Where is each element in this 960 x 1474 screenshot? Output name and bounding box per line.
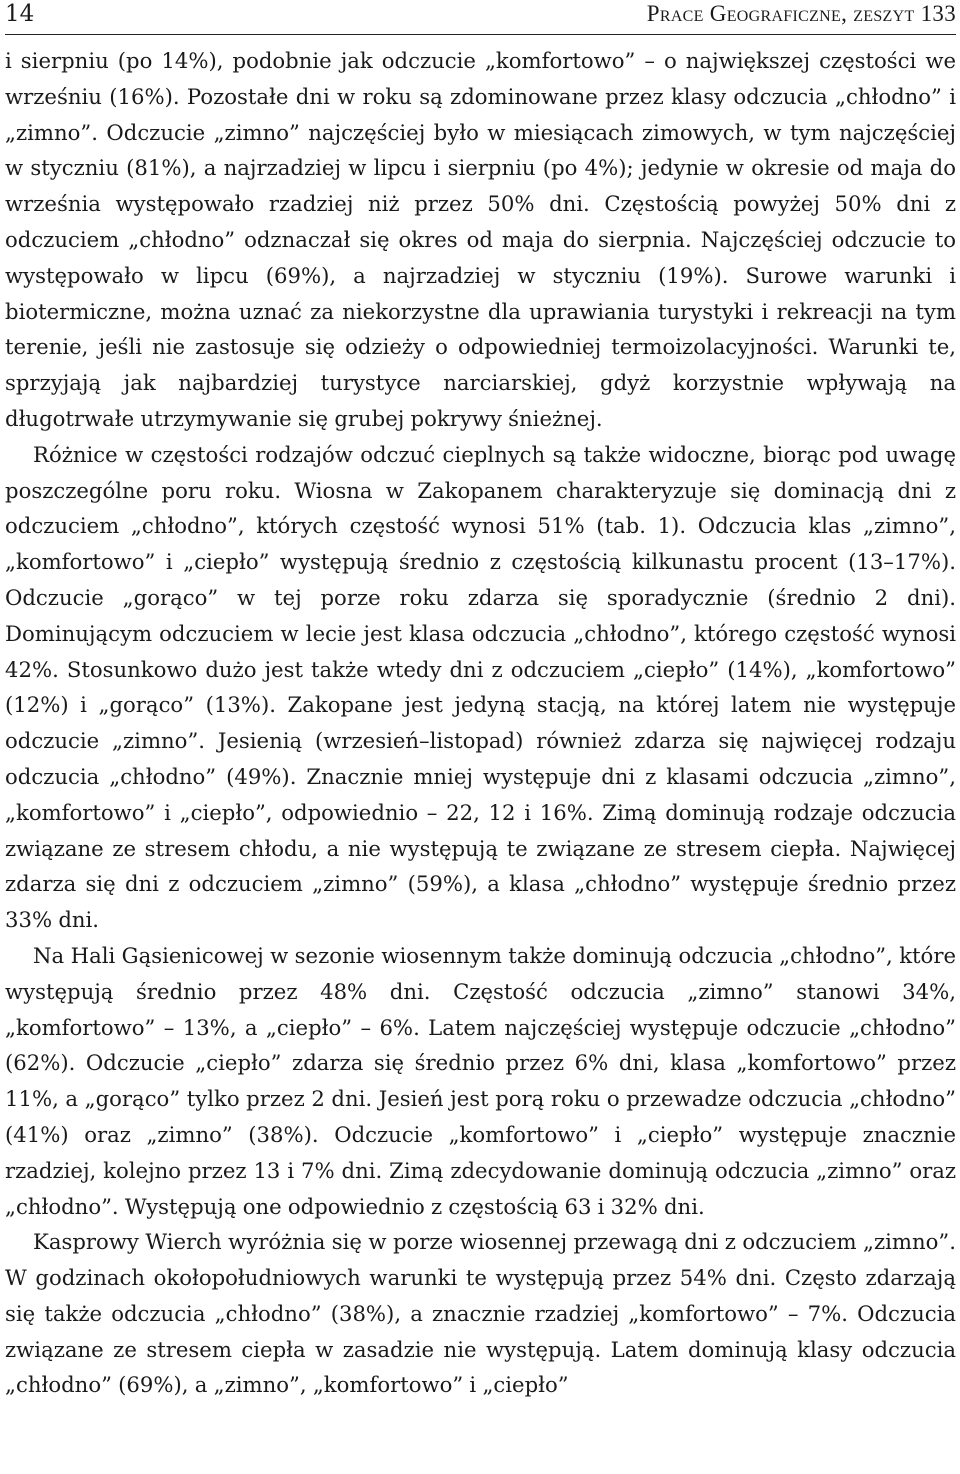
paragraph: Różnice w częstości rodzajów odczuć cieplnych są także widoczne, biorąc pod uwagę poszczególne poru roku. Wiosna w Zakopanem charakteryzuje się dominacją dni z odczuciem „chłodno”, których częstość wynosi 51% (tab. 1). Odczucia klas „zimno”, „komfortowo” i „ciepło” występują średnio z częstością kilkunastu procent (13–17%). Odczucie „gorąco” w tej porze roku zdarza się sporadycznie (średnio 2 dni). Dominującym odczuciem w lecie jest klasa odczucia „chłodno”, którego częstość wynosi 42%. Stosunkowo dużo jest także wtedy dni z odczuciem „ciepło” (14%), „komfortowo” (12%) i „gorąco” (13%). Zakopane jest jedyną stacją, na której latem nie występuje odczucie „zimno”. Jesienią (wrzesień–listopad) również zdarza się najwięcej rodzaju odczucia „chłodno” (49%). Znacznie mniej występuje dni z klasami odczucia „zimno”, „komfortowo” i „ciepło”, odpowiednio – 22, 12 i 16%. Zimą dominują rodzaje odczucia związane ze stresem chłodu, a nie występują te związane ze stresem ciepła. Najwięcej zdarza się dni z odczuciem „zimno” (59%), a klasa „chłodno” występuje średnio przez 33% dni.	[5, 441, 956, 933]
paragraph: i sierpniu (po 14%), podobnie jak odczucie „komfortowo” – o największej częstości we wrześniu (16%). Pozostałe dni w roku są zdominowane przez klasy odczucia „chłodno” i „zimno”. Odczucie „zimno” najczęściej było w miesiącach zimowych, w tym najczęściej w styczniu (81%), a najrzadziej w lipcu i sierpniu (po 4%); jedynie w okresie od maja do września występowało rzadziej niż przez 50% dni. Częstością powyżej 50% dni z odczuciem „chłodno” odznaczał się okres od maja do sierpnia. Najczęściej odczucie to występowało w lipcu (69%), a najrzadziej w styczniu (19%). Surowe warunki i biotermiczne, można uznać za niekorzystne dla uprawiania turystyki i rekreacji na tym terenie, jeśli nie zastosuje się odzieży o odpowiedniej termoizolacyjności. Warunki te, sprzyjają jak najbardziej turystyce narciarskiej, gdyż korzystnie wpływają na długotrwałe utrzymywanie się grubej pokrywy śnieżnej.	[5, 48, 956, 431]
page-header	[5, 0, 956, 35]
body-text	[5, 43, 956, 1403]
paragraph: Na Hali Gąsienicowej w sezonie wiosennym także dominują odczucia „chłodno”, które występują średnio przez 48% dni. Częstość odczucia „zimno” stanowi 34%, „komfortowo” – 13%, a „ciepło” – 6%. Latem najczęściej występuje odczucie „chłodno” (62%). Odczucie „ciepło” zdarza się średnio przez 6% dni, klasa „komfortowo” przez 11%, a „gorąco” tylko przez 2 dni. Jesień jest porą roku o przewadze odczucia „chłodno” (41%) oraz „zimno” (38%). Odczucie „komfortowo” i „ciepło” występuje znacznie rzadziej, kolejno przez 13 i 7% dni. Zimą zdecydowanie dominują odczucia „zimno” oraz „chłodno”. Występują one odpowiednio z częstością 63 i 32% dni.	[5, 942, 956, 1219]
running-title: Prace Geograficzne, zeszyt 133	[646, 1, 956, 26]
paragraph: Kasprowy Wierch wyróżnia się w porze wiosennej przewagą dni z odczuciem „zimno”. W godzinach okołopołudniowych warunki te występują przez 54% dni. Często zdarzają się także odczucia „chłodno” (38%), a znacznie rzadziej „komfortowo” – 7%. Odczucia związane ze stresem ciepła w zasadzie nie występują. Latem dominują klasy odczucia „chłodno” (69%), a „zimno”, „komfortowo” i „ciepło”	[5, 1229, 956, 1398]
page-number: 14	[5, 1, 35, 27]
